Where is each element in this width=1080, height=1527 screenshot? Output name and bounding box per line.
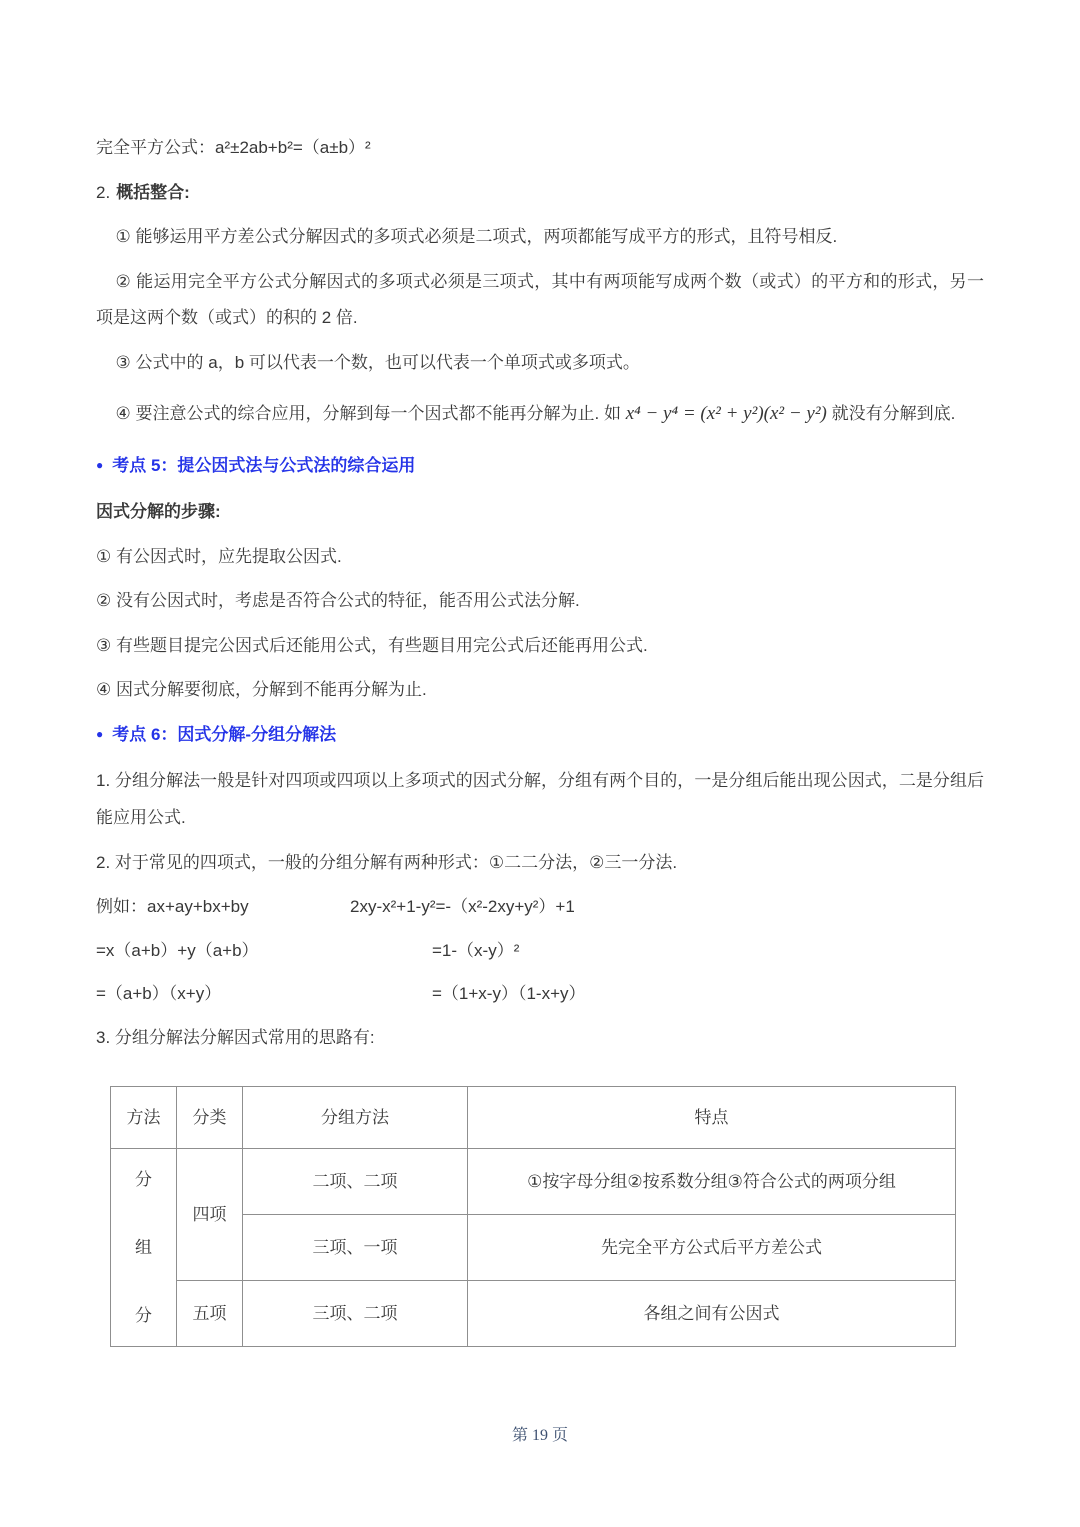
example-left-2: =x（a+b）+y（a+b） <box>96 940 259 960</box>
math-formula: x⁴ − y⁴ = (x² + y²)(x² − y²) <box>625 403 827 425</box>
category-four-items: 四项 <box>177 1149 243 1281</box>
list-item-4 <box>96 389 984 439</box>
method-char-3: 分 <box>135 1306 152 1326</box>
formula-line: 完全平方公式：a²±2ab+b²=（a±b）² <box>96 138 371 157</box>
step-1: ① 有公因式时，应先提取公因式. <box>96 546 342 566</box>
kaodian-5-title: 考点 5：提公因式法与公式法的综合运用 <box>112 455 416 475</box>
category-five-items: 五项 <box>177 1281 243 1347</box>
method-char-1: 分 <box>135 1169 152 1189</box>
example-left-1: 例如：ax+ay+bx+by <box>96 897 249 917</box>
list-item-4-text-end: 就没有分解到底. <box>826 404 956 424</box>
section-2-title <box>96 175 984 212</box>
method-char-2: 组 <box>135 1238 152 1258</box>
cell-feature-2: 先完全平方公式后平方差公式 <box>468 1215 956 1281</box>
steps-title: 因式分解的步骤: <box>96 502 221 522</box>
list-item-4-text: ④ 要注意公式的综合应用，分解到每一个因式都不能再分解为止. 如 <box>115 404 626 424</box>
header-method: 方法 <box>111 1087 177 1149</box>
table-row <box>111 1149 956 1215</box>
paragraph-1: 1. 分组分解法一般是针对四项或四项以上多项式的因式分解，分组有两个目的，一是分组后能出现公因式，二是分组后能应用公式. <box>96 771 984 827</box>
cell-grouping-method-3: 三项、二项 <box>243 1281 468 1347</box>
list-item-2: ② 能运用完全平方公式分解因式的多项式必须是三项式，其中有两项能写成两个数（或式）的平方和的形式，另一项是这两个数（或式）的积的 2 倍. <box>96 271 984 328</box>
cell-grouping-method-1: 二项、二项 <box>243 1149 468 1215</box>
section-number: 2. <box>96 182 111 202</box>
method-merged-cell <box>111 1149 177 1347</box>
kaodian-6-heading <box>96 717 984 754</box>
step-3: ③ 有些题目提完公因式后还能用公式，有些题目用完公式后还能再用公式. <box>96 635 648 655</box>
example-right-2: =1-（x-y）² <box>432 940 520 960</box>
header-feature: 特点 <box>468 1087 956 1149</box>
page-number: 第 19 页 <box>511 1427 568 1444</box>
list-item-1: ① 能够运用平方差公式分解因式的多项式必须是二项式，两项都能写成平方的形式，且符号相反. <box>115 227 838 247</box>
section-title-text: 概括整合: <box>116 182 190 202</box>
vertical-method-label <box>117 1157 170 1339</box>
header-category: 分类 <box>177 1087 243 1149</box>
table-header-row <box>111 1087 956 1149</box>
example-right-1: 2xy-x²+1-y²=-（x²-2xy+y²）+1 <box>350 897 575 917</box>
header-grouping-method: 分组方法 <box>243 1087 468 1149</box>
table-row <box>111 1281 956 1347</box>
kaodian-6-title: 考点 6：因式分解-分组分解法 <box>112 724 337 744</box>
example-right-3: =（1+x-y）（1-x+y） <box>432 984 586 1004</box>
list-item-3: ③ 公式中的 a，b 可以代表一个数，也可以代表一个单项式或多项式。 <box>115 352 640 372</box>
bullet-icon: ● <box>96 457 104 472</box>
grouping-methods-table <box>110 1086 956 1347</box>
step-4: ④ 因式分解要彻底，分解到不能再分解为止. <box>96 680 427 700</box>
examples-block <box>96 889 984 1020</box>
cell-feature-3: 各组之间有公因式 <box>468 1281 956 1347</box>
cell-feature-1: ①按字母分组②按系数分组③符合公式的两项分组 <box>468 1149 956 1215</box>
example-left-3: =（a+b）（x+y） <box>96 984 222 1004</box>
kaodian-5-heading <box>96 448 984 485</box>
bullet-icon: ● <box>96 726 104 741</box>
cell-grouping-method-2: 三项、一项 <box>243 1215 468 1281</box>
paragraph-2: 2. 对于常见的四项式，一般的分组分解有两种形式：①二二分法，②三一分法. <box>96 852 678 872</box>
paragraph-3: 3. 分组分解法分解因式常用的思路有: <box>96 1027 375 1047</box>
step-2: ② 没有公因式时，考虑是否符合公式的特征，能否用公式法分解. <box>96 591 580 611</box>
